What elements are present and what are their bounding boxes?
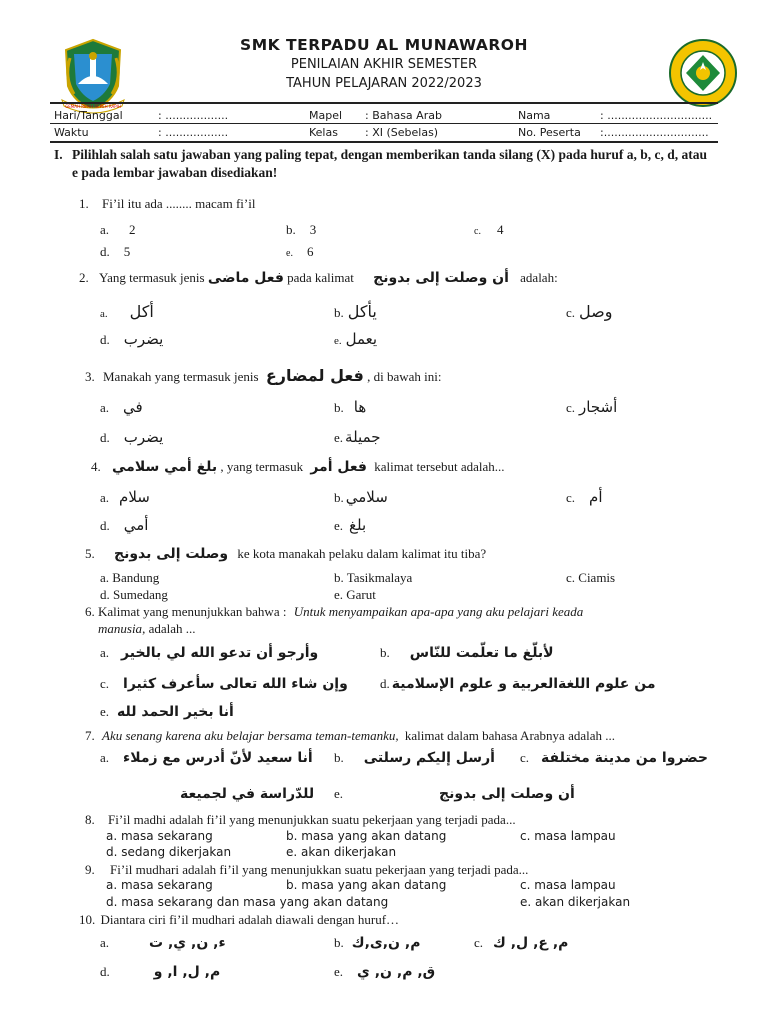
- q1-c-value: 4: [496, 222, 504, 237]
- q3-stem: [85, 366, 442, 385]
- q2-option-c: [566, 302, 612, 321]
- q10-number: 10.: [79, 912, 96, 927]
- q7-d-value: للدّراسة في لجميعة: [180, 786, 315, 802]
- q3-a-label: a.: [100, 400, 110, 415]
- q8-option-e: e. akan dikerjakan: [286, 845, 397, 859]
- q7-text-2: kalimat dalam bahasa Arabnya adalah ...: [404, 728, 615, 743]
- waktu-label: Waktu: [54, 126, 89, 139]
- q6-e-label: e.: [100, 704, 110, 719]
- q7-option-b: [334, 750, 495, 766]
- q3-text-1: Manakah yang termasuk jenis: [103, 369, 259, 384]
- q3-d-value: يضرب: [123, 428, 164, 446]
- q7-c-value: حضروا من مدينة مختلفة: [541, 750, 708, 766]
- q10-a-label: a.: [100, 935, 110, 950]
- q6-e-value: أنا بخير الحمد لله: [117, 704, 234, 720]
- q6-c-label: c.: [100, 676, 110, 691]
- q3-e-value: جميلة: [345, 428, 381, 446]
- q2-d-value: يضرب: [123, 330, 164, 348]
- q7-option-d: [180, 786, 314, 802]
- q1-e-value: 6: [306, 244, 314, 259]
- q6-c-value: وإن شاء الله تعالى سأعرف كثيرا: [123, 676, 348, 692]
- q3-option-a: [100, 398, 143, 416]
- q7-option-c: [520, 750, 708, 766]
- q4-text-2: kalimat tersebut adalah...: [374, 459, 505, 474]
- q4-option-c: [566, 488, 603, 506]
- q4-b-value: سلامي: [345, 488, 388, 506]
- peserta-label: No. Peserta: [518, 126, 581, 139]
- q10-b-label: b.: [334, 935, 344, 950]
- q2-d-label: d.: [100, 332, 110, 347]
- q10-text: Diantara ciri fi’il mudhari adalah diawali dengan huruf…: [100, 912, 400, 927]
- hari-label: Hari/Tanggal: [54, 109, 123, 122]
- q8-option-c: c. masa lampau: [520, 829, 616, 843]
- emblem-banner-text: GEMAH RIPAH REPEH RAPIH: [65, 104, 121, 109]
- q2-b-label: b.: [334, 305, 344, 320]
- q9-text: Fi’il mudhari adalah fi’il yang menunjukkan suatu pekerjaan yang terjadi pada...: [110, 862, 529, 877]
- q7-a-value: أنا سعيد لأنّ أدرس مع زملاء: [123, 750, 313, 766]
- q10-e-label: e.: [334, 964, 344, 979]
- q10-b-value: م, ن,ى,ك: [351, 935, 421, 951]
- q7-a-label: a.: [100, 750, 110, 765]
- q4-arabic-1: بلغ أمي سلامي: [112, 459, 218, 475]
- q10-d-label: d.: [100, 964, 110, 979]
- q2-number: 2.: [79, 270, 89, 285]
- q6-stem: [85, 604, 583, 620]
- header-divider: [50, 102, 718, 104]
- q3-d-label: d.: [100, 430, 110, 445]
- mapel-label: Mapel: [309, 109, 343, 122]
- q10-option-e: [334, 964, 435, 980]
- hari-value: : ..................: [158, 109, 229, 122]
- exam-title: PENILAIAN AKHIR SEMESTER: [290, 57, 478, 72]
- peserta-value: :..............................: [600, 126, 709, 139]
- q3-option-b: [334, 398, 366, 416]
- q9-option-a: a. masa sekarang: [106, 878, 213, 892]
- q3-option-e: [334, 428, 381, 446]
- q6-number: 6.: [85, 604, 95, 619]
- q6-stem-line2: [98, 621, 195, 637]
- q2-option-b: [334, 302, 377, 321]
- q4-e-value: بلغ: [349, 516, 367, 534]
- q5-option-b: b. Tasikmalaya: [334, 570, 413, 585]
- kelas-label: Kelas: [309, 126, 338, 139]
- q6-option-b: [380, 645, 554, 661]
- q8-number: 8.: [85, 812, 95, 827]
- q4-e-label: e.: [334, 518, 344, 533]
- q5-text-1: ke kota manakah pelaku dalam kalimat itu tiba?: [237, 546, 487, 561]
- instruction: [54, 146, 714, 182]
- q4-stem: [91, 459, 505, 475]
- q4-number: 4.: [91, 459, 101, 474]
- waktu-value: : ..................: [158, 126, 229, 139]
- q2-option-e: [334, 330, 377, 348]
- q2-a-label: a.: [100, 308, 108, 320]
- nama-label: Nama: [518, 109, 551, 122]
- info-bottom-divider: [50, 141, 718, 143]
- q6-b-label: b.: [380, 645, 390, 660]
- q5-option-e: e. Garut: [334, 587, 376, 602]
- q7-text-1: Aku senang karena aku belajar bersama teman-temanku,: [102, 728, 399, 743]
- q7-stem: [85, 728, 615, 744]
- q10-d-value: م, ل, ا, و: [153, 964, 221, 980]
- q1-b-value: 3: [309, 222, 317, 237]
- q8-option-a: a. masa sekarang: [106, 829, 213, 843]
- q7-e-label: e.: [334, 786, 344, 801]
- q2-text-1: Yang termasuk jenis: [99, 270, 205, 285]
- q7-e-value: أن وصلت إلى بدونج: [439, 786, 575, 802]
- q9-option-d: d. masa sekarang dan masa yang akan datang: [106, 895, 389, 909]
- q1-d-label: d.: [100, 244, 110, 259]
- q3-text-2: , di bawah ini:: [367, 369, 442, 384]
- q7-number: 7.: [85, 728, 95, 743]
- q3-arabic-1: فعل لمضارع: [265, 366, 364, 385]
- q7-b-value: أرسل إليكم رسلتى: [363, 750, 495, 766]
- q3-c-value: أشجار: [579, 398, 618, 416]
- q2-option-a: [100, 302, 154, 321]
- q10-a-value: ء, ن, ي, ت: [149, 935, 226, 951]
- academic-year: TAHUN PELAJARAN 2022/2023: [286, 76, 482, 91]
- q3-c-label: c.: [566, 400, 576, 415]
- q8-text: Fi’il madhi adalah fi’il yang menunjukkan suatu pekerjaan yang terjadi pada...: [108, 812, 516, 827]
- q1-option-b: [286, 222, 316, 238]
- instruction-text: Pilihlah salah satu jawaban yang paling tepat, dengan memberikan tanda silang (X) pada huruf a, b, c, d, atau e pada lembar jawaban disediakan!: [72, 147, 708, 180]
- q4-option-b: [334, 488, 388, 506]
- q10-e-value: ق, م, ن, ي: [357, 964, 436, 980]
- mapel-value: : Bahasa Arab: [365, 109, 442, 122]
- q3-b-value: ها: [353, 398, 367, 416]
- q2-stem: [79, 270, 558, 286]
- q1-option-c: [474, 222, 503, 238]
- q6-text-3: manusia: [98, 621, 143, 636]
- q1-d-value: 5: [123, 244, 131, 259]
- q6-d-value: من علوم اللغةالعربية و علوم الإسلامية: [391, 676, 656, 692]
- q2-arabic-1: فعل ماضى: [207, 270, 284, 286]
- q5-stem: [85, 546, 486, 562]
- q5-arabic-1: وصلت إلى بدونج: [114, 546, 229, 562]
- q4-text-1: , yang termasuk: [220, 459, 304, 474]
- q1-text: Fi’il itu ada ........ macam fi’il: [102, 196, 256, 211]
- nama-value: : ..............................: [600, 109, 713, 122]
- q3-number: 3.: [85, 369, 95, 384]
- q5-option-a: a. Bandung: [100, 570, 160, 585]
- q10-option-d: [100, 964, 220, 980]
- q6-text-4: , adalah ...: [142, 621, 196, 636]
- q4-option-a: [100, 488, 150, 506]
- q10-option-c: [474, 935, 568, 951]
- q4-c-value: أم: [589, 488, 603, 506]
- q2-c-value: وصل: [579, 302, 613, 321]
- q4-a-value: سلام: [119, 488, 150, 506]
- q1-b-label: b.: [286, 222, 296, 237]
- q5-number: 5.: [85, 546, 95, 561]
- instruction-number: I.: [54, 147, 63, 162]
- q1-a-label: a.: [100, 222, 110, 237]
- q9-option-c: c. masa lampau: [520, 878, 616, 892]
- q3-e-label: e.: [334, 430, 344, 445]
- q6-option-d: [380, 676, 656, 692]
- kelas-value: : XI (Sebelas): [365, 126, 439, 139]
- q7-b-label: b.: [334, 750, 344, 765]
- q10-option-b: [334, 935, 420, 951]
- q6-option-c: [100, 676, 348, 692]
- q10-c-label: c.: [474, 935, 484, 950]
- q6-option-e: [100, 704, 234, 720]
- q4-d-value: أمي: [123, 516, 149, 534]
- q1-number: 1.: [79, 196, 89, 211]
- q3-option-c: [566, 398, 617, 416]
- q4-c-label: c.: [566, 490, 576, 505]
- q5-option-c: c. Ciamis: [566, 570, 616, 585]
- q8-option-d: d. sedang dikerjakan: [106, 845, 232, 859]
- q1-option-e: [286, 244, 313, 260]
- q9-option-e: e. akan dikerjakan: [520, 895, 631, 909]
- q9-number: 9.: [85, 862, 95, 877]
- q8-option-b: b. masa yang akan datang: [286, 829, 447, 843]
- q6-text-1: Kalimat yang menunjukkan bahwa :: [98, 604, 287, 619]
- q1-option-d: [100, 244, 130, 260]
- q3-a-value: في: [123, 398, 143, 416]
- q4-option-e: [334, 516, 366, 534]
- q4-b-label: b.: [334, 490, 344, 505]
- q9-option-b: b. masa yang akan datang: [286, 878, 447, 892]
- q5-option-d: d. Sumedang: [100, 587, 168, 602]
- q2-b-value: يأكل: [347, 302, 377, 321]
- q9-stem: [85, 862, 528, 878]
- q10-c-value: م, ع, ل, ك: [493, 935, 569, 951]
- q1-a-value: 2: [129, 222, 136, 237]
- q4-a-label: a.: [100, 490, 110, 505]
- q6-a-label: a.: [100, 645, 110, 660]
- q2-e-value: يعمل: [345, 330, 378, 348]
- q7-option-e: [334, 786, 575, 802]
- q1-c-label: c.: [474, 226, 481, 237]
- q1-option-a: [100, 222, 136, 238]
- q2-c-label: c.: [566, 305, 576, 320]
- q10-stem: [79, 912, 399, 928]
- q2-a-value: أكل: [129, 302, 154, 321]
- q7-option-a: [100, 750, 313, 766]
- q4-option-d: [100, 516, 148, 534]
- q3-option-d: [100, 428, 163, 446]
- q2-arabic-2: أن وصلت إلى بدونج: [373, 270, 509, 286]
- q2-text-2: pada kalimat: [287, 270, 354, 285]
- q2-text-3: adalah:: [520, 270, 558, 285]
- q7-c-label: c.: [520, 750, 530, 765]
- q4-arabic-2: فعل أمر: [310, 459, 367, 475]
- school-name: SMK TERPADU AL MUNAWAROH: [240, 36, 528, 54]
- q2-e-label: e.: [334, 335, 342, 347]
- q3-b-label: b.: [334, 400, 344, 415]
- q6-d-label: d.: [380, 676, 390, 691]
- q10-option-a: [100, 935, 226, 951]
- q4-d-label: d.: [100, 518, 110, 533]
- q8-stem: [85, 812, 516, 828]
- q6-option-a: [100, 645, 318, 661]
- q1-e-label: e.: [286, 248, 293, 259]
- q6-text-2: Untuk menyampaikan apa-apa yang aku pelajari keada: [293, 604, 584, 619]
- q2-option-d: [100, 330, 163, 348]
- q6-a-value: وأرجو أن تدعو الله لي بالخير: [121, 645, 319, 661]
- q6-b-value: لأبلّغ ما تعلّمت للنّاس: [409, 645, 554, 661]
- info-divider: [50, 123, 718, 124]
